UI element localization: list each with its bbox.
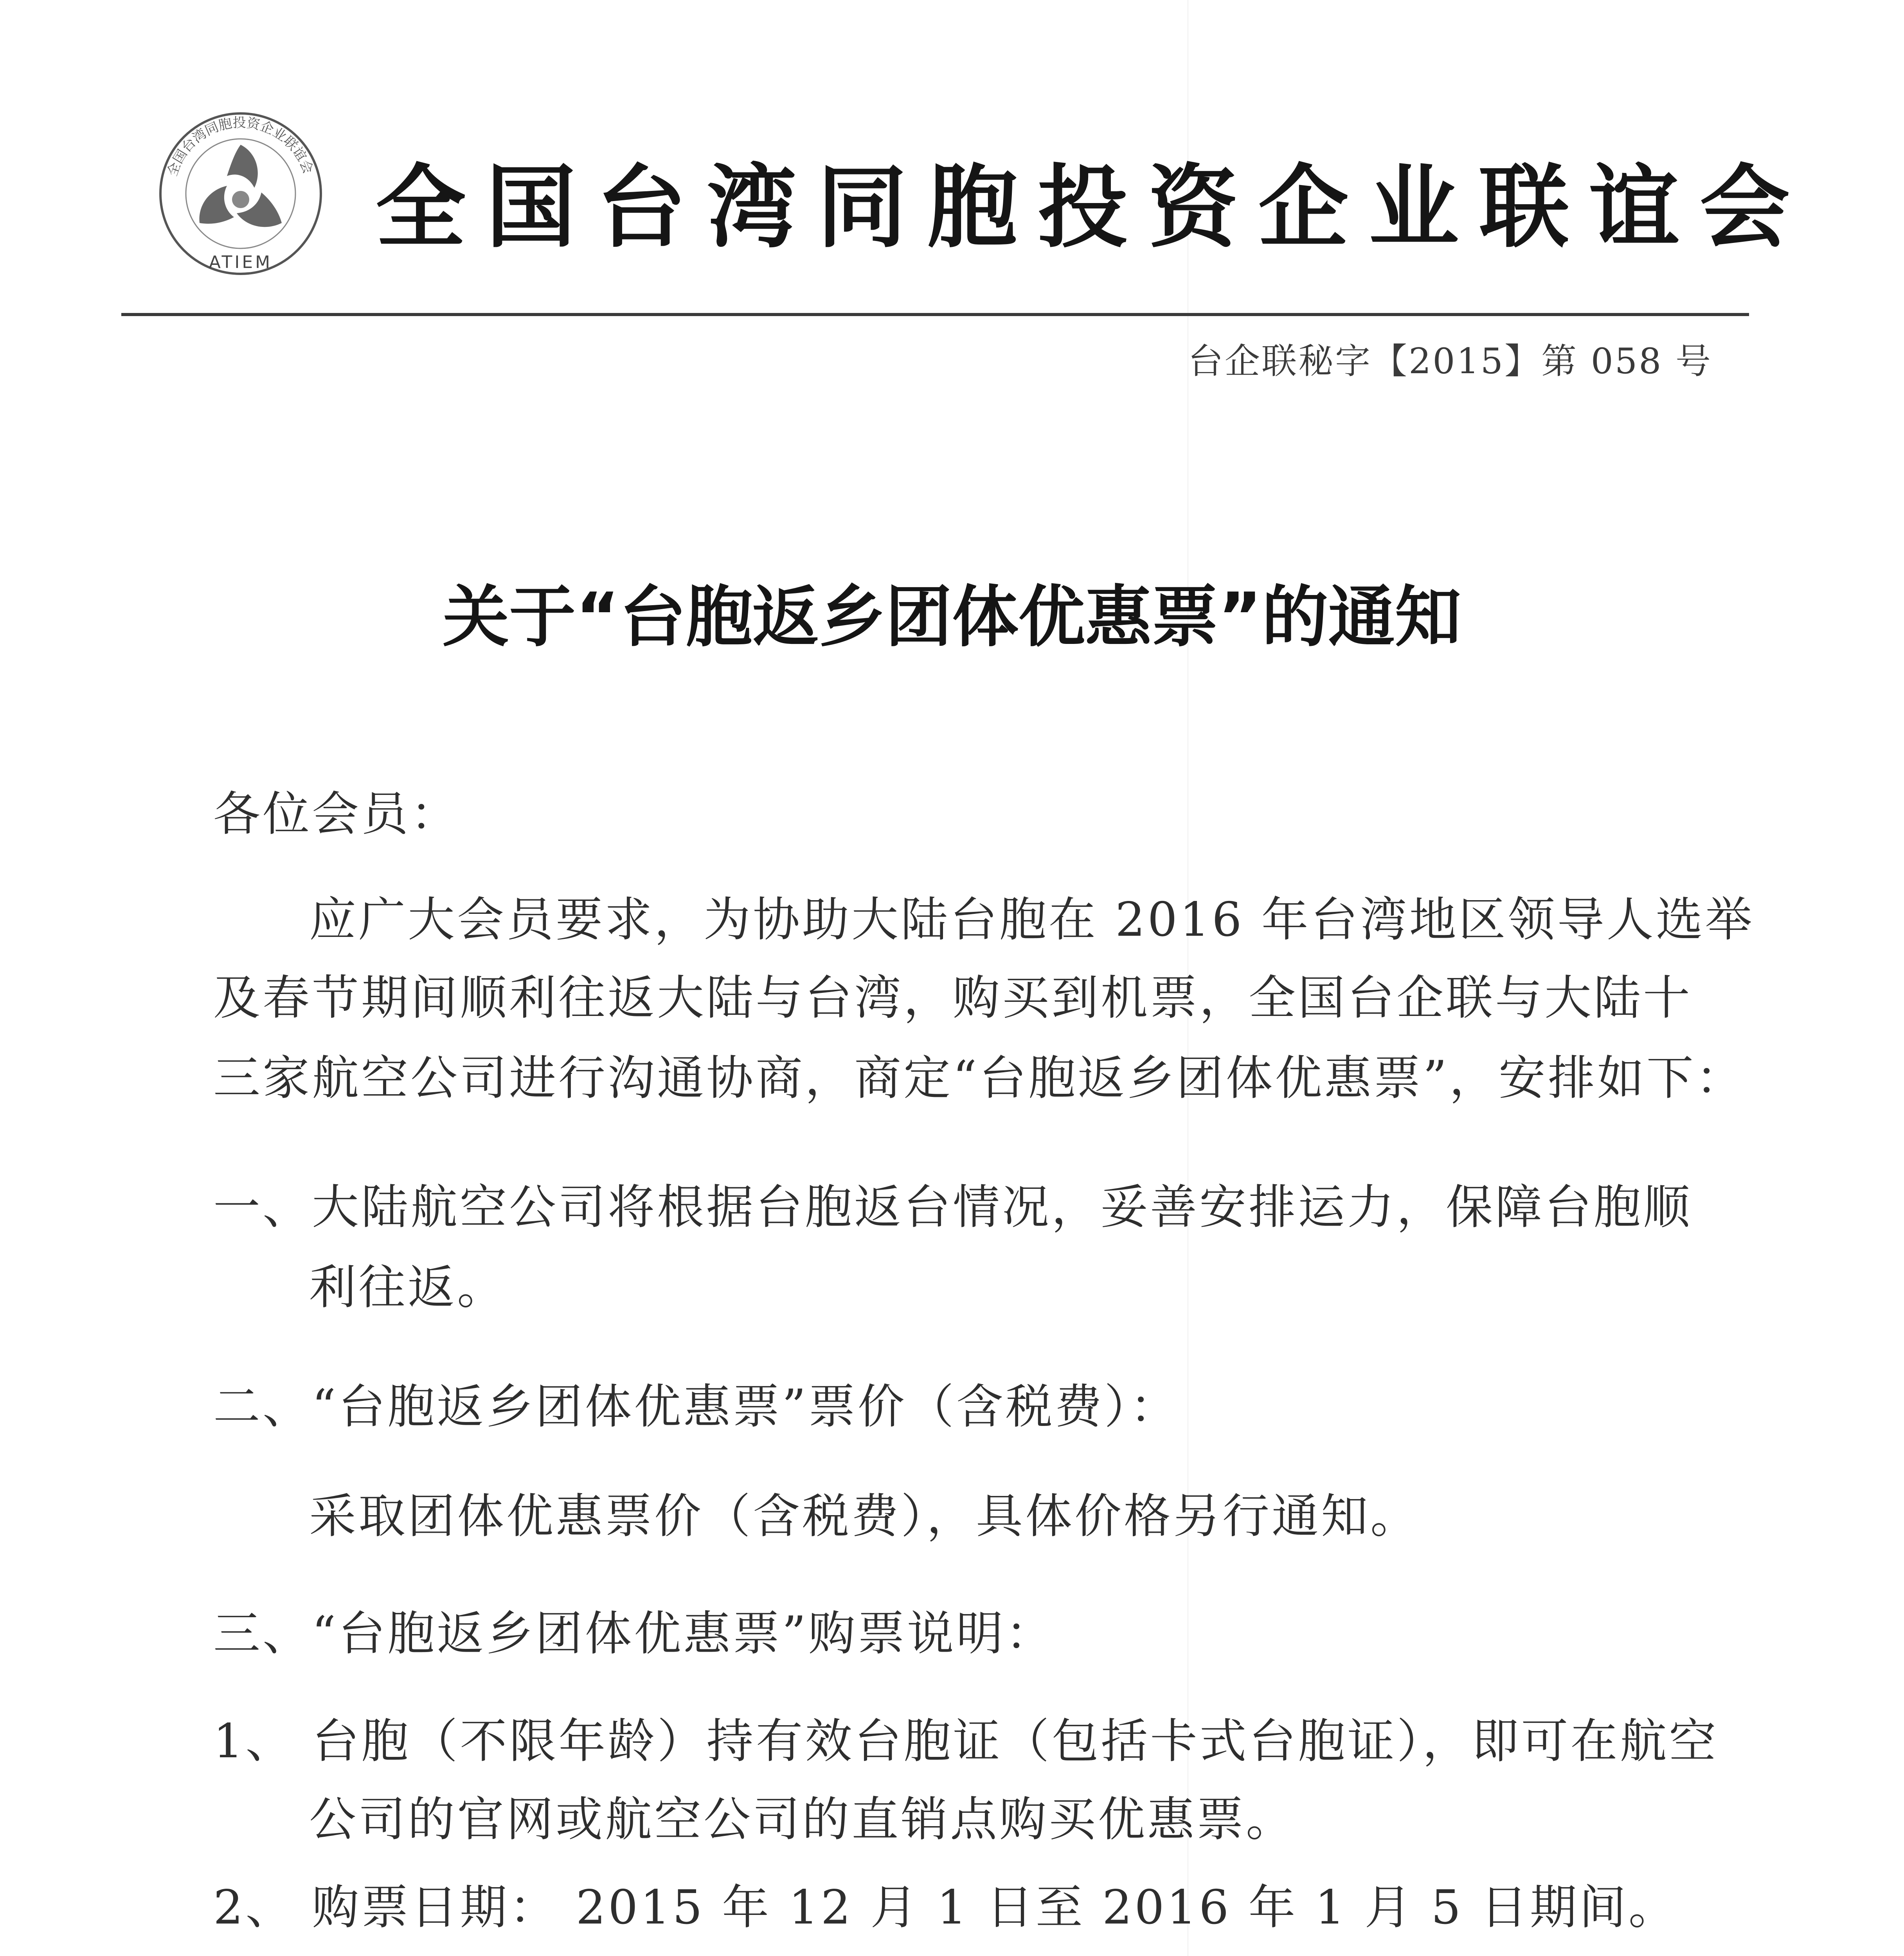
body-line: 采取团体优惠票价（含税费），具体价格另行通知。 xyxy=(309,1489,1420,1544)
organization-name: 全国台湾同胞投资企业联谊会 xyxy=(376,156,1810,260)
document-title: 关于“台胞返乡团体优惠票”的通知 xyxy=(443,579,1461,656)
salutation: 各位会员： xyxy=(213,787,460,841)
list-item-2: 2、 购票日期： 2015 年 12 月 1 日至 2016 年 1 月 5 日期间。 xyxy=(213,1880,1678,1935)
logo-acronym: ATIEM xyxy=(209,252,273,272)
document-number: 台企联秘字【2015】第 058 号 xyxy=(1188,341,1712,382)
header-divider xyxy=(121,313,1749,316)
logo-swirl-icon xyxy=(199,145,282,227)
section-heading-2: 二、“台胞返乡团体优惠票”票价（含税费）： xyxy=(213,1380,1179,1434)
list-item-3 xyxy=(213,1952,1826,1956)
list-item-1: 1、 台胞（不限年龄）持有效台胞证（包括卡式台胞证），即可在航空 xyxy=(213,1714,1719,1769)
atiem-logo xyxy=(157,110,325,278)
section-heading-1: 一、大陆航空公司将根据台胞返台情况，妥善安排运力，保障台胞顺 xyxy=(213,1180,1692,1235)
section-heading-3: 三、“台胞返乡团体优惠票”购票说明： xyxy=(213,1607,1055,1661)
logo-ring-text: 全国台湾同胞投资企业联谊会 xyxy=(164,115,316,178)
list-item-1-continued: 公司的官网或航空公司的直销点购买优惠票。 xyxy=(309,1792,1295,1847)
body-line: 三家航空公司进行沟通协商，商定“台胞返乡团体优惠票”，安排如下： xyxy=(213,1051,1745,1106)
body-line: 利往返。 xyxy=(309,1260,506,1315)
body-line: 应广大会员要求，为协助大陆台胞在 2016 年台湾地区领导人选举 xyxy=(309,893,1755,947)
body-line: 及春节期间顺利往返大陆与台湾，购买到机票，全国台企联与大陆十 xyxy=(213,971,1692,1025)
